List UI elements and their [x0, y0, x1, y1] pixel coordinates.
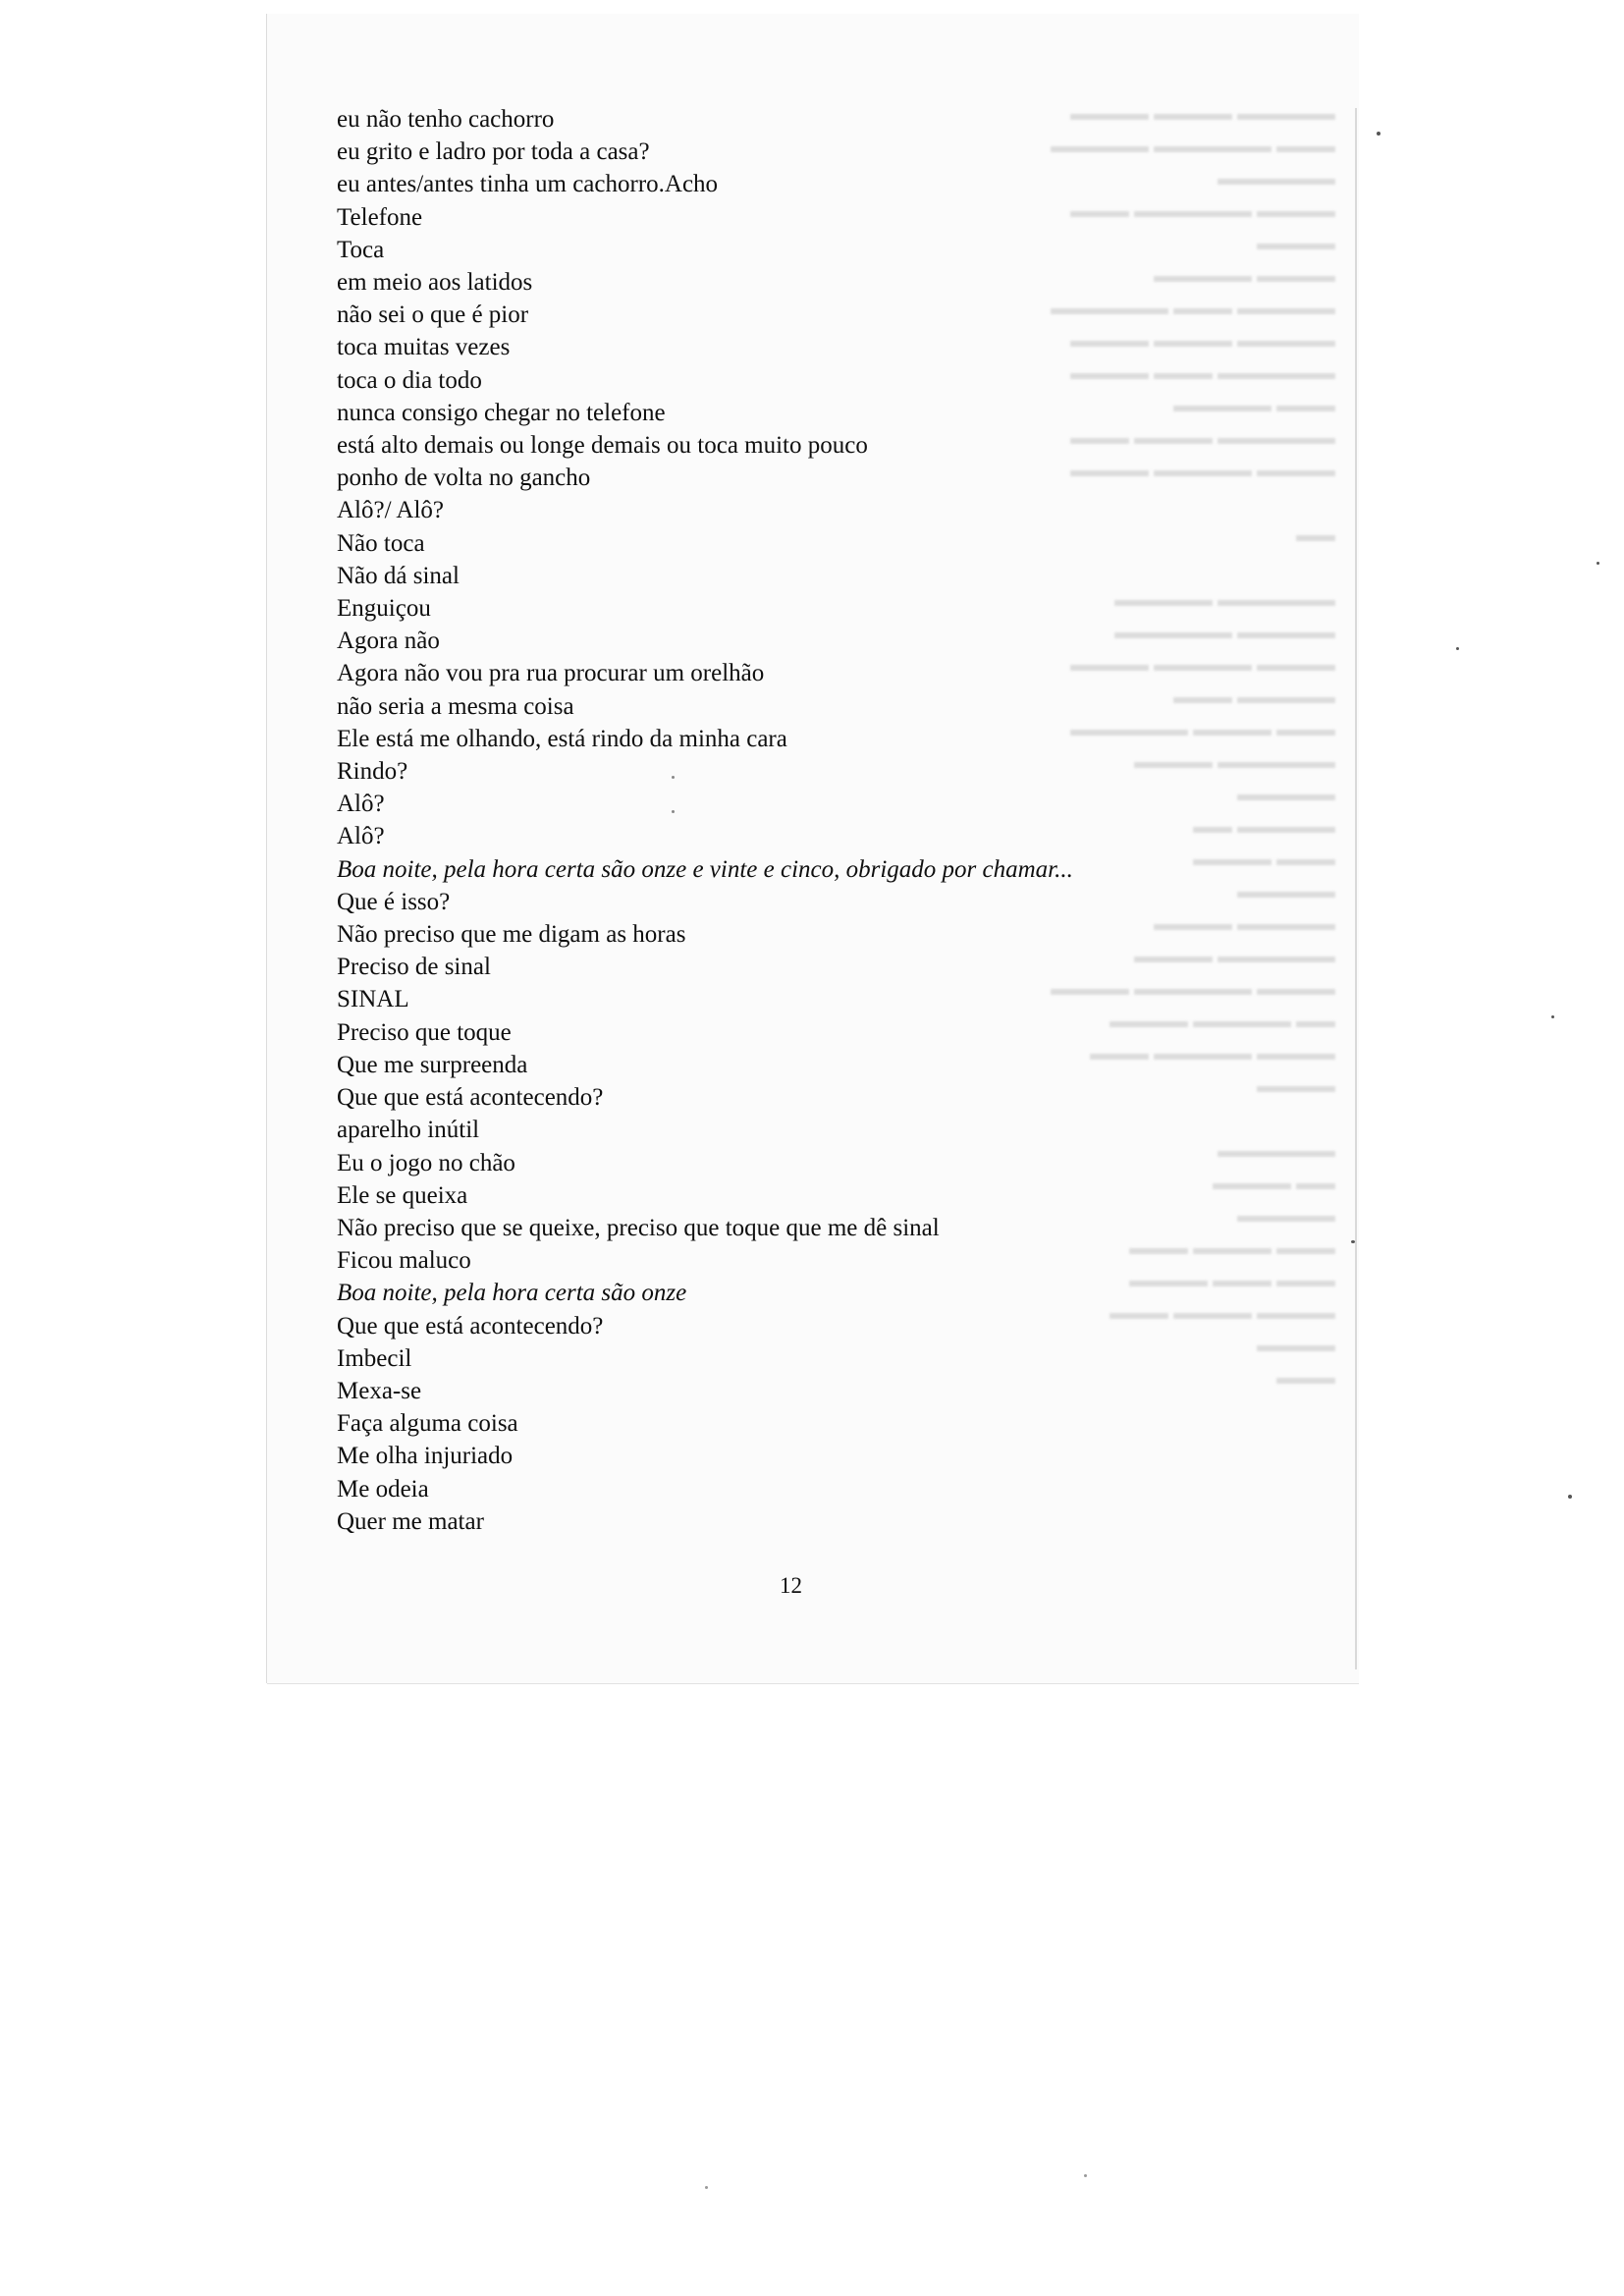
script-line: Enguiçou	[337, 595, 431, 623]
script-line: eu grito e ladro por toda a casa?	[337, 138, 650, 166]
script-line: Que que está acontecendo?	[337, 1084, 604, 1112]
script-line: Agora não	[337, 628, 440, 655]
script-line: Ele está me olhando, está rindo da minha cara	[337, 725, 787, 752]
script-line: Me olha injuriado	[337, 1443, 514, 1470]
script-line: Não dá sinal	[337, 562, 460, 589]
page-edge	[1355, 108, 1357, 1669]
script-line: Me odeia	[337, 1475, 429, 1503]
script-line: Telefone	[337, 203, 423, 231]
scan-speck	[672, 776, 675, 779]
script-line: não sei o que é pior	[337, 301, 529, 329]
scan-speck	[1551, 1015, 1554, 1018]
script-line: está alto demais ou longe demais ou toca muito pouco	[337, 432, 868, 460]
script-line: Eu o jogo no chão	[337, 1149, 515, 1176]
script-line: nunca consigo chegar no telefone	[337, 399, 666, 426]
scan-speck	[705, 2186, 708, 2189]
scan-speck	[1456, 647, 1459, 650]
script-line: em meio aos latidos	[337, 269, 533, 297]
script-line: Quer me matar	[337, 1507, 484, 1535]
script-line: Ele se queixa	[337, 1181, 468, 1209]
italic-recording-line: Boa noite, pela hora certa são onze e vinte e cinco, obrigado por chamar...	[337, 855, 1073, 883]
script-line: eu antes/antes tinha um cachorro.Acho	[337, 171, 719, 198]
scan-speck	[1351, 1240, 1355, 1243]
script-line: ponho de volta no gancho	[337, 465, 591, 492]
show-through-texture: ▬▬▬▬▬ ▬▬▬▬ ▬▬▬▬ ▬▬▬ ▬▬▬▬▬▬ ▬▬▬▬▬ ▬▬▬▬▬▬ ▬▬▬▬ ▬▬▬▬▬▬ ▬▬▬ ▬▬▬▬ ▬▬▬▬ ▬▬▬▬▬ ▬▬▬▬▬ ▬▬▬ ▬▬▬▬▬▬ ▬▬▬▬▬ ▬▬▬▬ ▬▬▬▬ ▬▬▬▬▬▬ ▬▬▬ ▬▬▬▬ ▬▬▬ ▬▬▬▬▬ ▬▬▬▬▬▬ ▬▬▬▬ ▬▬▬ ▬▬▬▬ ▬▬▬▬▬ ▬▬▬▬ ▬▬ ▬▬▬▬▬▬ ▬▬▬▬▬ ▬▬▬▬▬ ▬▬▬▬▬▬ ▬▬▬▬ ▬▬▬▬▬ ▬▬▬▬ ▬▬▬▬▬ ▬▬▬ ▬▬▬ ▬▬▬▬ ▬▬▬▬▬▬ ▬▬▬▬▬▬ ▬▬▬▬ ▬▬▬▬▬ ▬▬▬▬▬ ▬▬ ▬▬▬ ▬▬▬▬ ▬▬▬▬▬ ▬▬▬▬▬ ▬▬▬▬ ▬▬▬▬▬▬ ▬▬▬▬ ▬▬▬▬ ▬▬▬▬▬▬ ▬▬▬▬ ▬▬ ▬▬▬▬▬ ▬▬▬▬ ▬▬▬▬ ▬▬▬▬▬ ▬▬▬ ▬▬▬▬ ▬▬▬▬▬▬ ▬▬ ▬▬▬▬ ▬▬▬▬▬ ▬▬▬ ▬▬▬▬ ▬▬▬ ▬▬▬ ▬▬▬ ▬▬▬▬ ▬▬▬▬ ▬▬▬▬ ▬▬▬ ▬▬▬▬ ▬▬▬	[1051, 103, 1335, 1389]
scan-speck	[672, 810, 675, 813]
script-line: Alô?/ Alô?	[337, 497, 445, 524]
script-line: Não preciso que me digam as horas	[337, 921, 686, 949]
scan-speck	[1597, 562, 1599, 565]
script-line: Não preciso que se queixe, preciso que toque que me dê sinal	[337, 1214, 940, 1241]
script-line: Não toca	[337, 529, 425, 557]
script-line: Mexa-se	[337, 1377, 422, 1404]
script-line: eu não tenho cachorro	[337, 106, 555, 133]
script-line: Agora não vou pra rua procurar um orelhão	[337, 660, 765, 687]
script-line: Que me surpreenda	[337, 1051, 528, 1078]
page-number: 12	[780, 1573, 802, 1598]
script-line: Alô?	[337, 791, 385, 818]
script-line: não seria a mesma coisa	[337, 692, 574, 720]
script-line: Ficou maluco	[337, 1247, 471, 1275]
script-line: aparelho inútil	[337, 1117, 480, 1144]
script-line: toca muitas vezes	[337, 334, 511, 361]
script-line: Preciso de sinal	[337, 954, 491, 981]
script-line: Toca	[337, 236, 385, 263]
script-line: Que é isso?	[337, 888, 451, 915]
scan-speck	[1377, 132, 1380, 136]
script-line: Rindo?	[337, 758, 408, 786]
scan-speck	[1568, 1495, 1572, 1499]
script-line: Que que está acontecendo?	[337, 1312, 604, 1339]
scan-speck	[1084, 2174, 1087, 2177]
italic-recording-line: Boa noite, pela hora certa são onze	[337, 1280, 687, 1307]
script-line: SINAL	[337, 986, 409, 1013]
script-line: toca o dia todo	[337, 366, 482, 394]
script-line: Imbecil	[337, 1344, 412, 1372]
script-text	[337, 103, 1319, 1538]
script-line: Faça alguma coisa	[337, 1410, 518, 1438]
script-line: Preciso que toque	[337, 1018, 512, 1046]
script-line: Alô?	[337, 823, 385, 850]
